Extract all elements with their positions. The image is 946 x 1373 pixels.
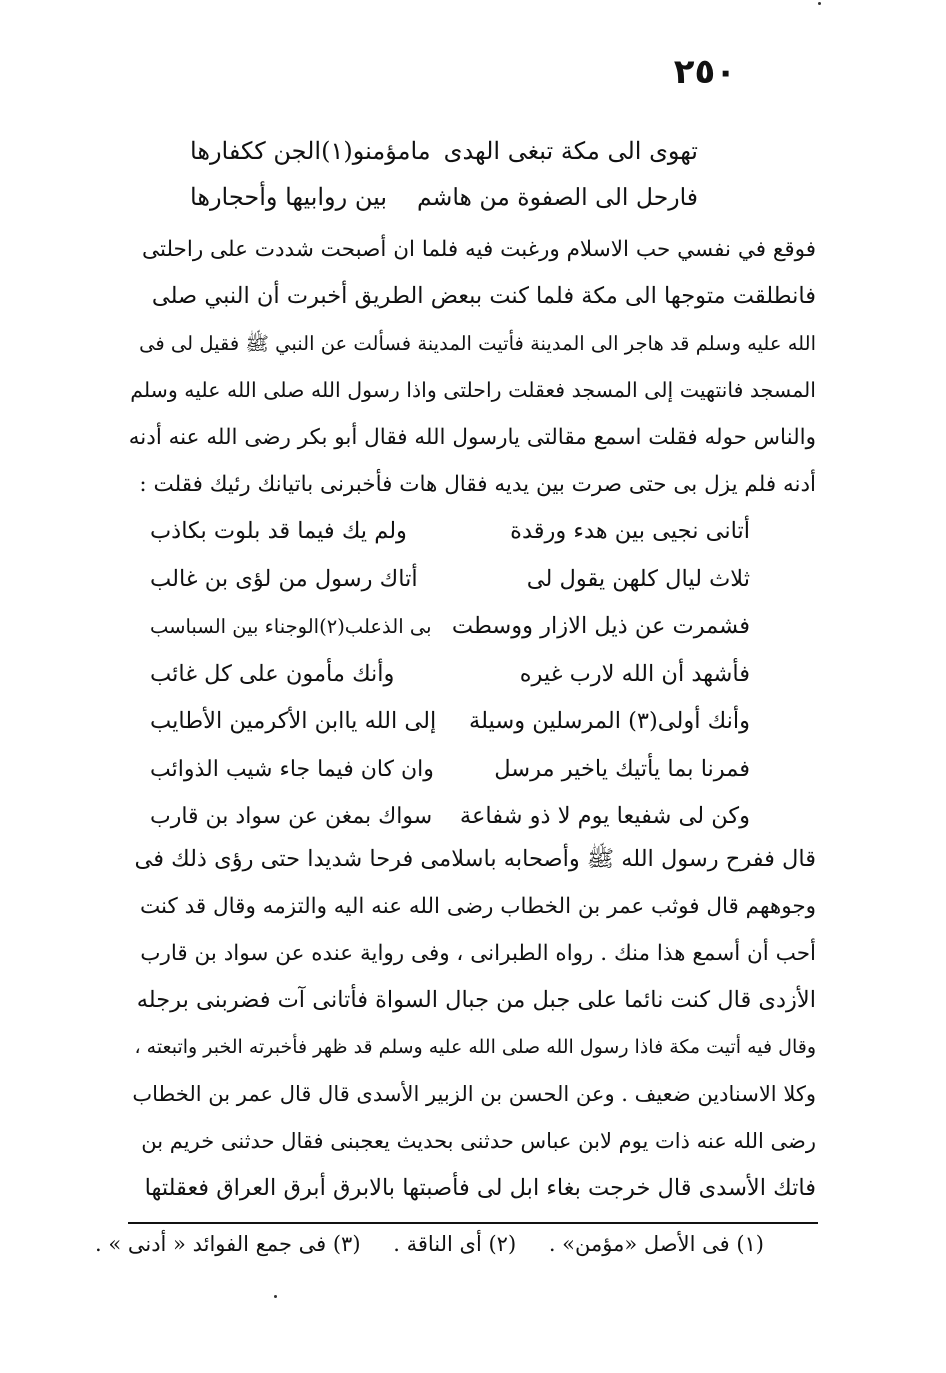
prose-line: قال ففرح رسول الله ﷺ وأصحابه باسلامى فرحا شديدا حتى رؤى ذلك فى [134,846,816,872]
poem-hemistich-left: بى الذعلب(٢)الوجناء بين السباسب [150,615,432,638]
prose-line: رضى الله عنه ذات يوم لابن عباس حدثنى بحديث يعجبنى فقال حدثنى خريم بن [141,1129,816,1153]
poem-hemistich-right: فأشهد أن الله لارب غيره [519,660,750,687]
prose-line: أحب أن أسمع هذا منك . رواه الطبرانى ، وفى رواية عنده عن سواد بن قارب [140,941,816,966]
poem-hemistich-right: وكن لى شفيعا يوم لا ذو شفاعة [459,803,750,829]
prose-line: والناس حوله فقلت اسمع مقالتى يارسول الله فقال أبو بكر رضى الله عنه أدنه [128,425,816,450]
poem-hemistich-right: وأنك أولى(٣) المرسلين وسيلة [469,708,750,734]
poem-hemistich-left: إلى الله ياابن الأكرمين الأطايب [150,708,437,734]
opening-verse-2-left: بين روابيها وأحجارها [190,183,388,211]
poem-couplet [150,793,750,841]
poem-couplet [150,651,750,699]
footnotes [69,1232,764,1256]
prose-line: فانطلقت متوجها الى مكة فلما كنت ببعض الطريق أخبرت أن النبي صلى [151,283,816,309]
page-number: ٢٥٠ [673,52,736,92]
poem-couplet [150,698,750,746]
poem-couplet [150,746,750,794]
poem [150,508,750,841]
prose-line: المسجد فانتهيت إلى المسجد فعقلت راحلتى واذا رسول الله صلى الله عليه وسلم [130,378,816,402]
footnote-1: (١) فى الأصل «مؤمن» . [548,1232,764,1256]
poem-couplet [150,508,750,556]
footnote-divider [128,1222,818,1224]
opening-verse-1-left: مامؤمنو(١)الجن ككفارها [190,137,431,165]
scan-speck [274,1295,277,1298]
prose-line: فاتك الأسدى قال خرجت بغاء ابل لى فأصبتها بالابرق أبرق العراق فعقلتها [144,1175,816,1201]
poem-hemistich-right: أتانى نجيى بين هدء ورقدة [510,518,750,544]
opening-verse-2 [190,180,698,214]
poem-couplet [150,603,750,651]
prose-line: الأزدى قال كنت نائما على جبل من جبال السواة فأتانى آت فضربنى برجله [136,987,816,1013]
poem-hemistich-right: فمرنا بما يأتيك ياخير مرسل [494,755,750,782]
prose-line: وقال فيه أتيت مكة فاذا رسول الله صلى الله عليه وسلم قد ظهر فأخبرته الخبر واتبعته ، [134,1036,816,1058]
poem-hemistich-right: ثلاث ليال كلهن يقول لى [526,565,750,592]
prose-line: أدنه فلم يزل بى حتى صرت بين يديه فقال هات فأخبرنى باتيانك رئيك فقلت : [139,472,816,497]
poem-hemistich-left: وان كان فيما جاء شيب الذوائب [150,756,434,782]
poem-hemistich-right: فشمرت عن ذيل الازار ووسطت [451,613,750,639]
opening-verse-2-right: فارحل الى الصفوة من هاشم [417,183,698,211]
prose-line: فوقع في نفسي حب الاسلام ورغبت فيه فلما ان أصبحت شددت على راحلتى [142,237,816,262]
poem-hemistich-left: أتاك رسول من لؤى بن غالب [150,565,418,592]
opening-verse-1 [190,134,698,168]
footnote-3: (٣) فى جمع الفوائد « أدنى » . [94,1232,361,1256]
prose-line: وكلا الاسنادين ضعيف . وعن الحسن بن الزبير الأسدى قال قال عمر بن الخطاب [132,1082,816,1106]
prose-paragraph-2 [128,836,816,1212]
poem-couplet [150,556,750,604]
scan-speck [818,2,821,5]
poem-hemistich-left: وأنك مأمون على كل غائب [150,660,395,687]
prose-line: الله عليه وسلم قد هاجر الى المدينة فأتيت المدينة فسألت عن النبي ﷺ فقيل لى فى [139,332,816,355]
poem-hemistich-left: سواك بمغن عن سواد بن قارب [150,804,433,829]
prose-line: وجوههم قال فوثب عمر بن الخطاب رضى الله عنه اليه والتزمه وقال قد كنت [139,894,816,919]
prose-paragraph-1 [128,226,816,508]
poem-hemistich-left: ولم يك فيما قد بلوت بكاذب [150,518,407,544]
footnote-2: (٢) أى الناقة . [393,1232,517,1256]
opening-verse-1-right: تهوى الى مكة تبغى الهدى [443,137,698,165]
